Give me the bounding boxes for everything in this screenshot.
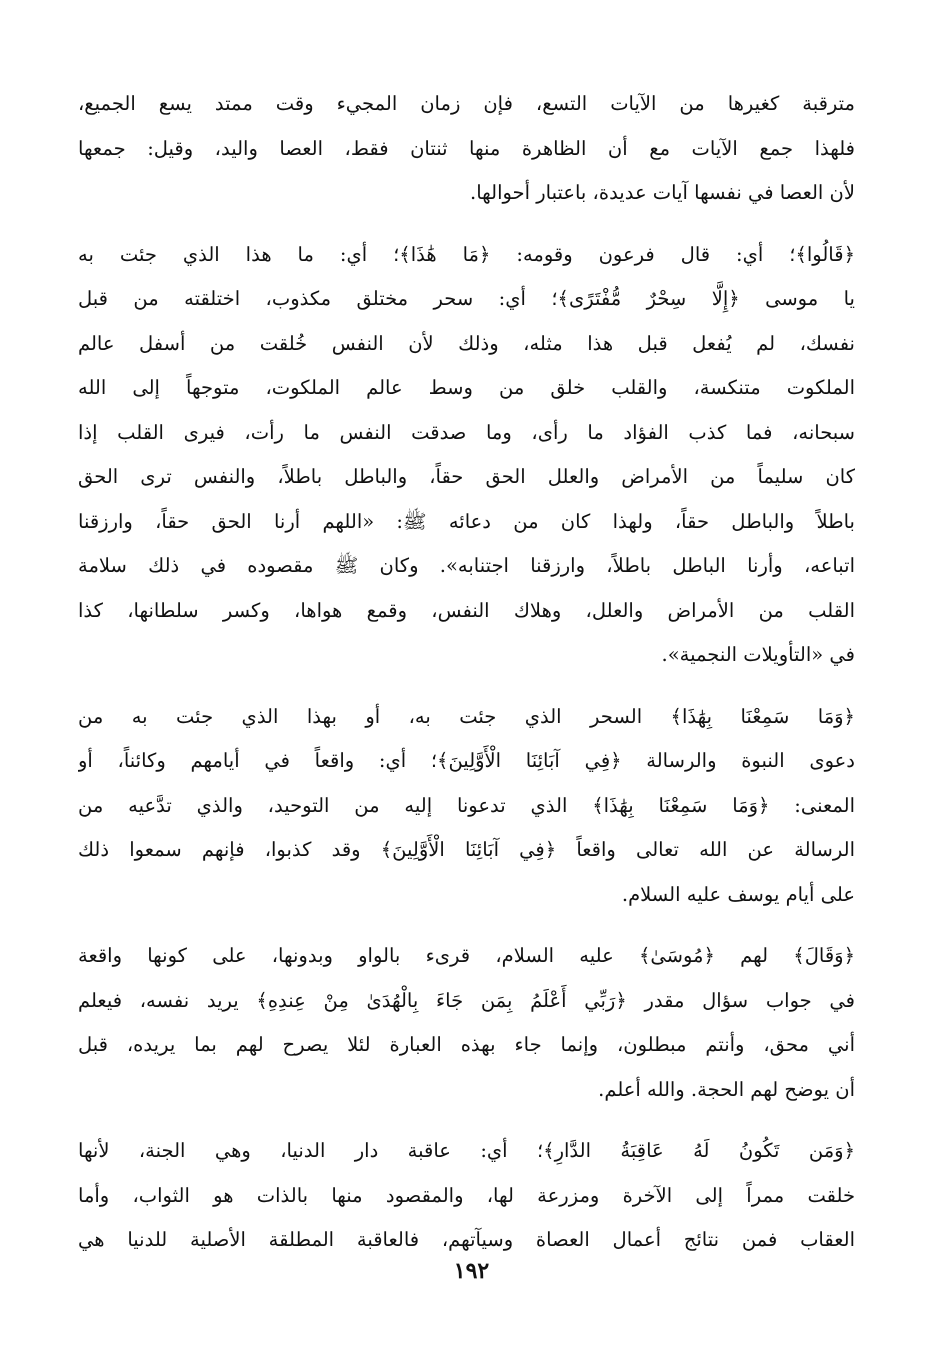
page-text-body <box>78 82 855 1280</box>
text-line: أن يوضح لهم الحجة. والله أعلم. <box>598 1077 855 1101</box>
text-line: المعنى: ﴿وَمَا سَمِعْنَا بِهَٰذَا﴾ الذي تدعونا إليه من التوحيد، والذي تدَّعيه من <box>78 793 855 817</box>
text-line: الملكوت متنكسة، والقلب خلق من وسط عالم الملكوت، متوجهاً إلى الله <box>78 376 855 399</box>
text-line: في «التأويلات النجمية». <box>661 643 855 666</box>
text-line: كان سليماً من الأمراض والعلل الحق حقاً، والباطل باطلاً، والنفس ترى الحق <box>78 465 855 488</box>
paragraph-1 <box>78 82 855 216</box>
text-line: يا موسى ﴿إِلَّا سِحْرٌ مُّفْتَرًى﴾؛ أي: سحر مختلق مكذوب، اختلقته من قبل <box>78 287 855 310</box>
text-line: القلب من الأمراض والعلل، وهلاك النفس، وقمع هواها، وكسر سلطانها، كذا <box>78 598 855 622</box>
paragraph-4 <box>78 934 855 1112</box>
text-line: ﴿وَمَن تَكُونُ لَهُ عَاقِبَةُ الدَّارِ﴾؛ أي: عاقبة دار الدنيا، وهي الجنة، لأنها <box>78 1139 855 1162</box>
text-line: سبحانه، فما كذب الفؤاد ما رأى، وما صدقت النفس ما رأت، فيرى القلب إذا <box>78 420 855 444</box>
text-line: العقاب فمن نتائج أعمال العصاة وسيآتهم، فالعاقبة المطلقة الأصلية للدنيا هي <box>78 1228 855 1251</box>
text-line: في جواب سؤال مقدر ﴿رَبِّي أَعْلَمُ بِمَن جَاءَ بِالْهُدَىٰ مِنْ عِندِهِ﴾ يريد نفسه، فيعلم <box>78 988 855 1012</box>
page-number: ١٩٢ <box>453 1258 490 1284</box>
text-line: نفسك، لم يُفعل قبل هذا مثله، وذلك لأن النفس خُلقت من أسفل عالم <box>78 331 855 355</box>
text-line: على أيام يوسف عليه السلام. <box>621 882 855 906</box>
text-line: لأن العصا في نفسها آيات عديدة، باعتبار أحوالها. <box>470 181 855 204</box>
text-line: أني محق، وأنتم مبطلون، وإنما جاء بهذه العبارة لئلا يصرح لهم بما يريده، قبل <box>78 1033 855 1056</box>
text-line: ﴿قَالُوا﴾؛ أي: قال فرعون وقومه: ﴿مَا هَٰذَا﴾؛ أي: ما هذا الذي جئت به <box>78 242 855 266</box>
paragraph-2 <box>78 233 855 678</box>
text-line: دعوى النبوة والرسالة ﴿فِي آبَائِنَا الْأَوَّلِينَ﴾؛ أي: واقعاً في أيامهم وكائناً، أو <box>78 749 855 772</box>
text-line: خلقت ممراً إلى الآخرة ومزرعة لها، والمقصود منها بالذات هو الثواب، وأما <box>78 1183 855 1207</box>
paragraph-5 <box>78 1129 855 1263</box>
text-line: فلهذا جمع الآيات مع أن الظاهرة منها ثنتان فقط، العصا واليد، وقيل: جمعها <box>78 136 855 160</box>
paragraph-3 <box>78 695 855 918</box>
text-line: اتباعه، وأرنا الباطل باطلاً، وارزقنا اجتنابه». وكان ﷺ مقصوده في ذلك سلامة <box>78 554 855 577</box>
text-line: ﴿وَمَا سَمِعْنَا بِهَٰذَا﴾ السحر الذي جئت به، أو بهذا الذي جئت به من <box>78 704 855 728</box>
text-line: باطلاً والباطل حقاً، ولهذا كان من دعائه ﷺ: «اللهم أرنا الحق حقاً، وارزقنا <box>78 509 855 533</box>
text-line: مترقبة كغيرها من الآيات التسع، فإن زمان المجيء وقت ممتد يسع الجميع، <box>78 92 855 115</box>
text-line: الرسالة عن الله تعالى واقعاً ﴿فِي آبَائِنَا الْأَوَّلِينَ﴾ وقد كذبوا، فإنهم سمعوا ذلك <box>78 838 855 861</box>
text-line: ﴿وَقَالَ﴾ لهم ﴿مُوسَىٰ﴾ عليه السلام، قرىء بالواو وبدونها، على كونها واقعة <box>78 944 855 967</box>
